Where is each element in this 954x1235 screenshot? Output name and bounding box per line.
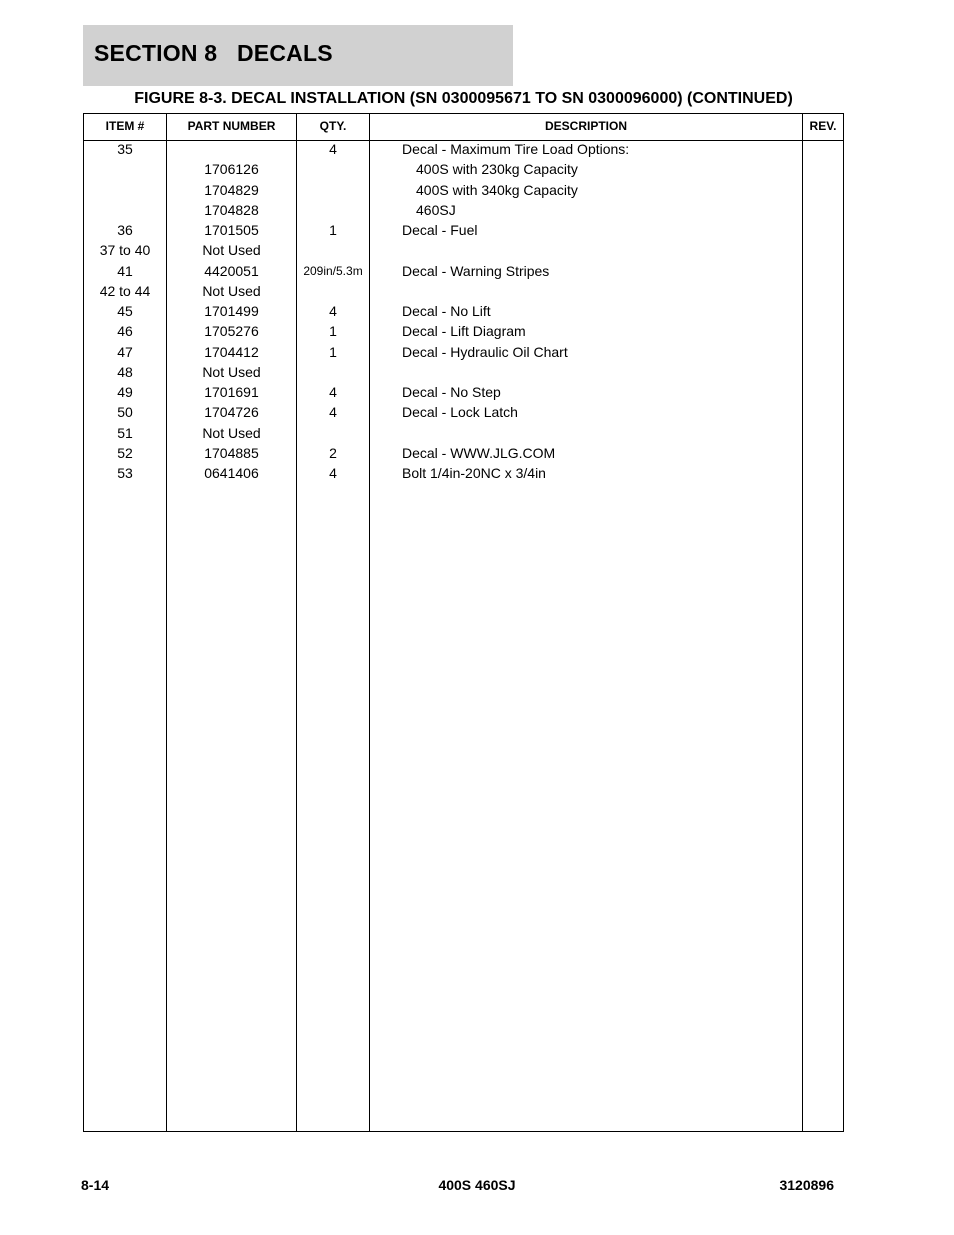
qty-cell: 4 (329, 303, 337, 319)
description-cell: Decal - No Lift (402, 303, 491, 319)
qty-cell: 4 (329, 404, 337, 421)
part-number-cell: 1704829 (204, 181, 259, 198)
item-number-cell: 37 to 40 (99, 242, 151, 259)
part-number-cell: 1704412 (204, 343, 259, 360)
item-number-cell: 48 (117, 363, 133, 380)
qty-cell: 4 (329, 465, 337, 481)
footer-doc-number: 3120896 (779, 1177, 834, 1193)
description-cell: Decal - Fuel (402, 222, 478, 238)
qty-cell: 1 (329, 343, 337, 360)
item-number-cell: 46 (117, 323, 133, 340)
item-number-cell: 42 to 44 (99, 282, 151, 299)
header-qty: QTY. (319, 119, 347, 133)
part-number-cell: 1706126 (204, 161, 259, 178)
table-row (84, 182, 843, 202)
table-row (84, 141, 843, 161)
table-row (84, 384, 843, 404)
qty-cell: 1 (329, 323, 337, 340)
part-number-cell: 0641406 (204, 465, 259, 481)
footer-model: 400S 460SJ (438, 1177, 516, 1193)
table-row (84, 242, 843, 262)
table-row (84, 202, 843, 222)
footer-page-number: 8-14 (81, 1177, 110, 1193)
item-number-cell: 49 (117, 384, 133, 400)
description-cell: Decal - WWW.JLG.COM (402, 444, 556, 461)
description-cell: Decal - Lock Latch (402, 404, 518, 421)
section-title: SECTION 8 DECALS (94, 40, 333, 66)
header-description: DESCRIPTION (544, 119, 627, 133)
item-number-cell: 52 (117, 444, 133, 461)
description-cell: Decal - Lift Diagram (402, 323, 526, 340)
qty-cell: 4 (329, 384, 337, 400)
part-number-cell: 4420051 (204, 262, 259, 279)
part-number-cell: Not Used (202, 363, 261, 380)
figure-title: FIGURE 8-3. DECAL INSTALLATION (SN 0300095671 TO SN 0300096000) (CONTINUED) (134, 90, 793, 107)
description-cell: Bolt 1/4in-20NC x 3/4in (402, 465, 546, 481)
table-row (84, 303, 843, 323)
part-number-cell: 1704828 (204, 201, 259, 218)
item-number-cell: 50 (117, 404, 133, 421)
item-number-cell: 35 (117, 141, 133, 157)
table-row (84, 161, 843, 181)
table-row (84, 364, 843, 384)
table-row (84, 445, 843, 465)
table-row (84, 323, 843, 343)
item-number-cell: 45 (117, 303, 133, 319)
description-cell: 460SJ (416, 201, 456, 218)
part-number-cell: 1701499 (204, 303, 259, 319)
description-cell: 400S with 340kg Capacity (416, 181, 578, 198)
table-row (84, 344, 843, 364)
table-row (84, 222, 843, 242)
item-number-cell: 41 (117, 262, 133, 279)
table-row (84, 263, 843, 283)
item-number-cell: 36 (117, 222, 133, 238)
header-item: ITEM # (105, 119, 145, 133)
part-number-cell: 1701691 (204, 384, 259, 400)
description-cell: Decal - No Step (402, 384, 501, 400)
parts-table (83, 113, 844, 1132)
part-number-cell: Not Used (202, 424, 261, 441)
header-rev: REV. (809, 119, 837, 133)
description-cell: Decal - Warning Stripes (402, 262, 550, 279)
item-number-cell: 51 (117, 424, 133, 441)
part-number-cell: 1704885 (204, 444, 259, 461)
table-row (84, 283, 843, 303)
description-cell: 400S with 230kg Capacity (416, 161, 578, 178)
part-number-cell: 1705276 (204, 323, 259, 340)
table-row (84, 425, 843, 445)
item-number-cell: 53 (117, 465, 133, 481)
qty-cell: 209in/5.3m (303, 263, 363, 278)
description-cell: Decal - Hydraulic Oil Chart (402, 343, 568, 360)
table-row (84, 465, 843, 485)
part-number-cell: Not Used (202, 242, 261, 259)
header-part-number: PART NUMBER (187, 119, 276, 133)
qty-cell: 4 (329, 141, 337, 157)
table-body (84, 141, 843, 485)
part-number-cell: 1704726 (204, 404, 259, 421)
table-row (84, 404, 843, 424)
qty-cell: 1 (329, 222, 337, 238)
part-number-cell: 1701505 (204, 222, 259, 238)
item-number-cell: 47 (117, 343, 133, 360)
qty-cell: 2 (329, 444, 337, 461)
part-number-cell: Not Used (202, 282, 261, 299)
description-cell: Decal - Maximum Tire Load Options: (402, 141, 630, 157)
